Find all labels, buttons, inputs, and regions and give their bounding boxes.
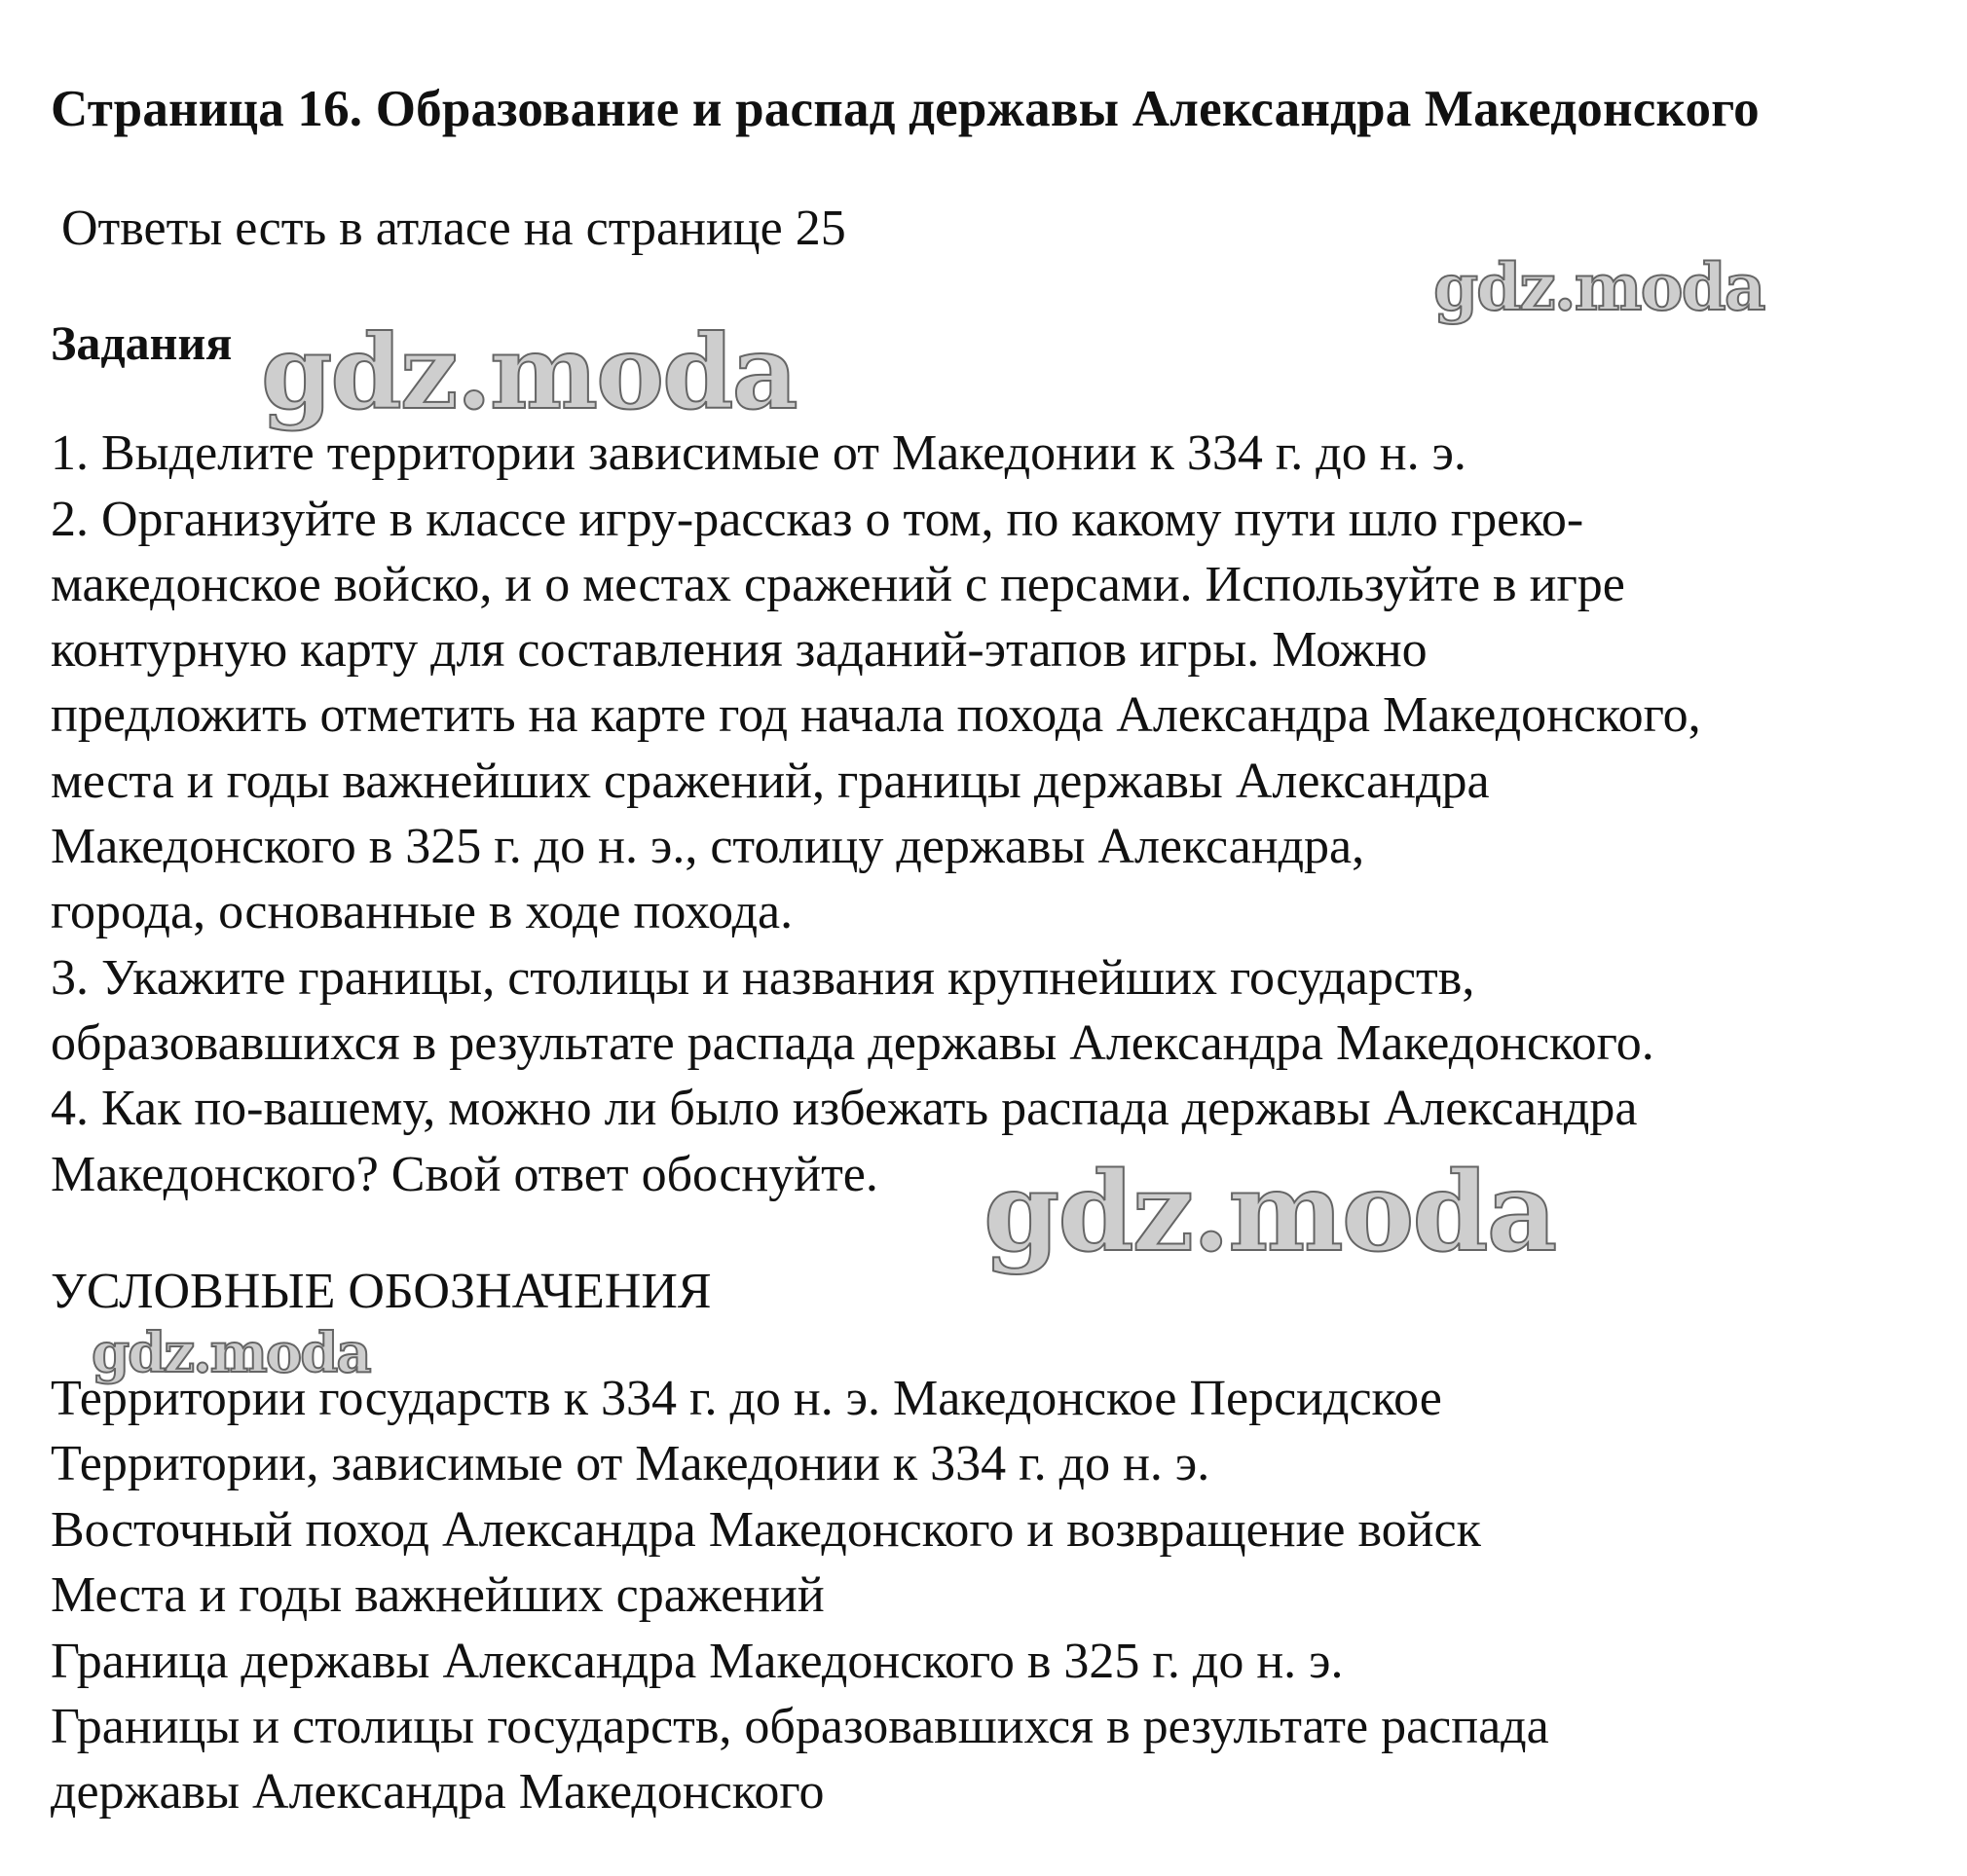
page-title: Страница 16. Образование и распад державы Александра Македонского — [51, 81, 1760, 137]
watermark: gdz.moda — [984, 1149, 1556, 1276]
watermark: gdz.moda — [261, 312, 797, 432]
watermark: gdz.moda — [92, 1321, 370, 1385]
task-line: 1. Выделите территории зависимые от Македонии к 334 г. до н. э. — [51, 425, 1466, 481]
task-line: образовавшихся в результате распада державы Александра Македонского. — [51, 1015, 1654, 1071]
legend-line: Граница державы Александра Македонского в 325 г. до н. э. — [51, 1634, 1344, 1689]
legend-line: Места и годы важнейших сражений — [51, 1567, 825, 1623]
legend-line: Границы и столицы государств, образовавшихся в результате распада — [51, 1699, 1549, 1754]
atlas-note: Ответы есть в атласе на странице 25 — [61, 201, 846, 256]
task-line: 3. Укажите границы, столицы и названия крупнейших государств, — [51, 950, 1475, 1006]
task-line: места и годы важнейших сражений, границы державы Александра — [51, 754, 1490, 809]
legend-heading: УСЛОВНЫЕ ОБОЗНАЧЕНИЯ — [51, 1264, 712, 1319]
tasks-heading: Задания — [51, 315, 233, 370]
legend-line: Территории государств к 334 г. до н. э. Македонское Персидское — [51, 1371, 1442, 1426]
legend-line: Восточный поход Александра Македонского и возвращение войск — [51, 1502, 1481, 1558]
task-line: македонское войско, и о местах сражений с персами. Используйте в игре — [51, 557, 1625, 612]
task-line: контурную карту для составления заданий-этапов игры. Можно — [51, 622, 1428, 678]
task-line: Македонского? Свой ответ обоснуйте. — [51, 1147, 878, 1202]
task-line: города, основанные в ходе похода. — [51, 884, 794, 939]
task-line: Македонского в 325 г. до н. э., столицу державы Александра, — [51, 819, 1365, 874]
legend-line: Территории, зависимые от Македонии к 334 г. до н. э. — [51, 1436, 1210, 1491]
legend-line: державы Александра Македонского — [51, 1764, 825, 1820]
task-line: предложить отметить на карте год начала похода Александра Македонского, — [51, 687, 1701, 743]
task-line: 2. Организуйте в классе игру-рассказ о том, по какому пути шло греко- — [51, 492, 1584, 547]
task-line: 4. Как по-вашему, можно ли было избежать распада державы Александра — [51, 1081, 1638, 1136]
watermark: gdz.moda — [1433, 249, 1764, 325]
